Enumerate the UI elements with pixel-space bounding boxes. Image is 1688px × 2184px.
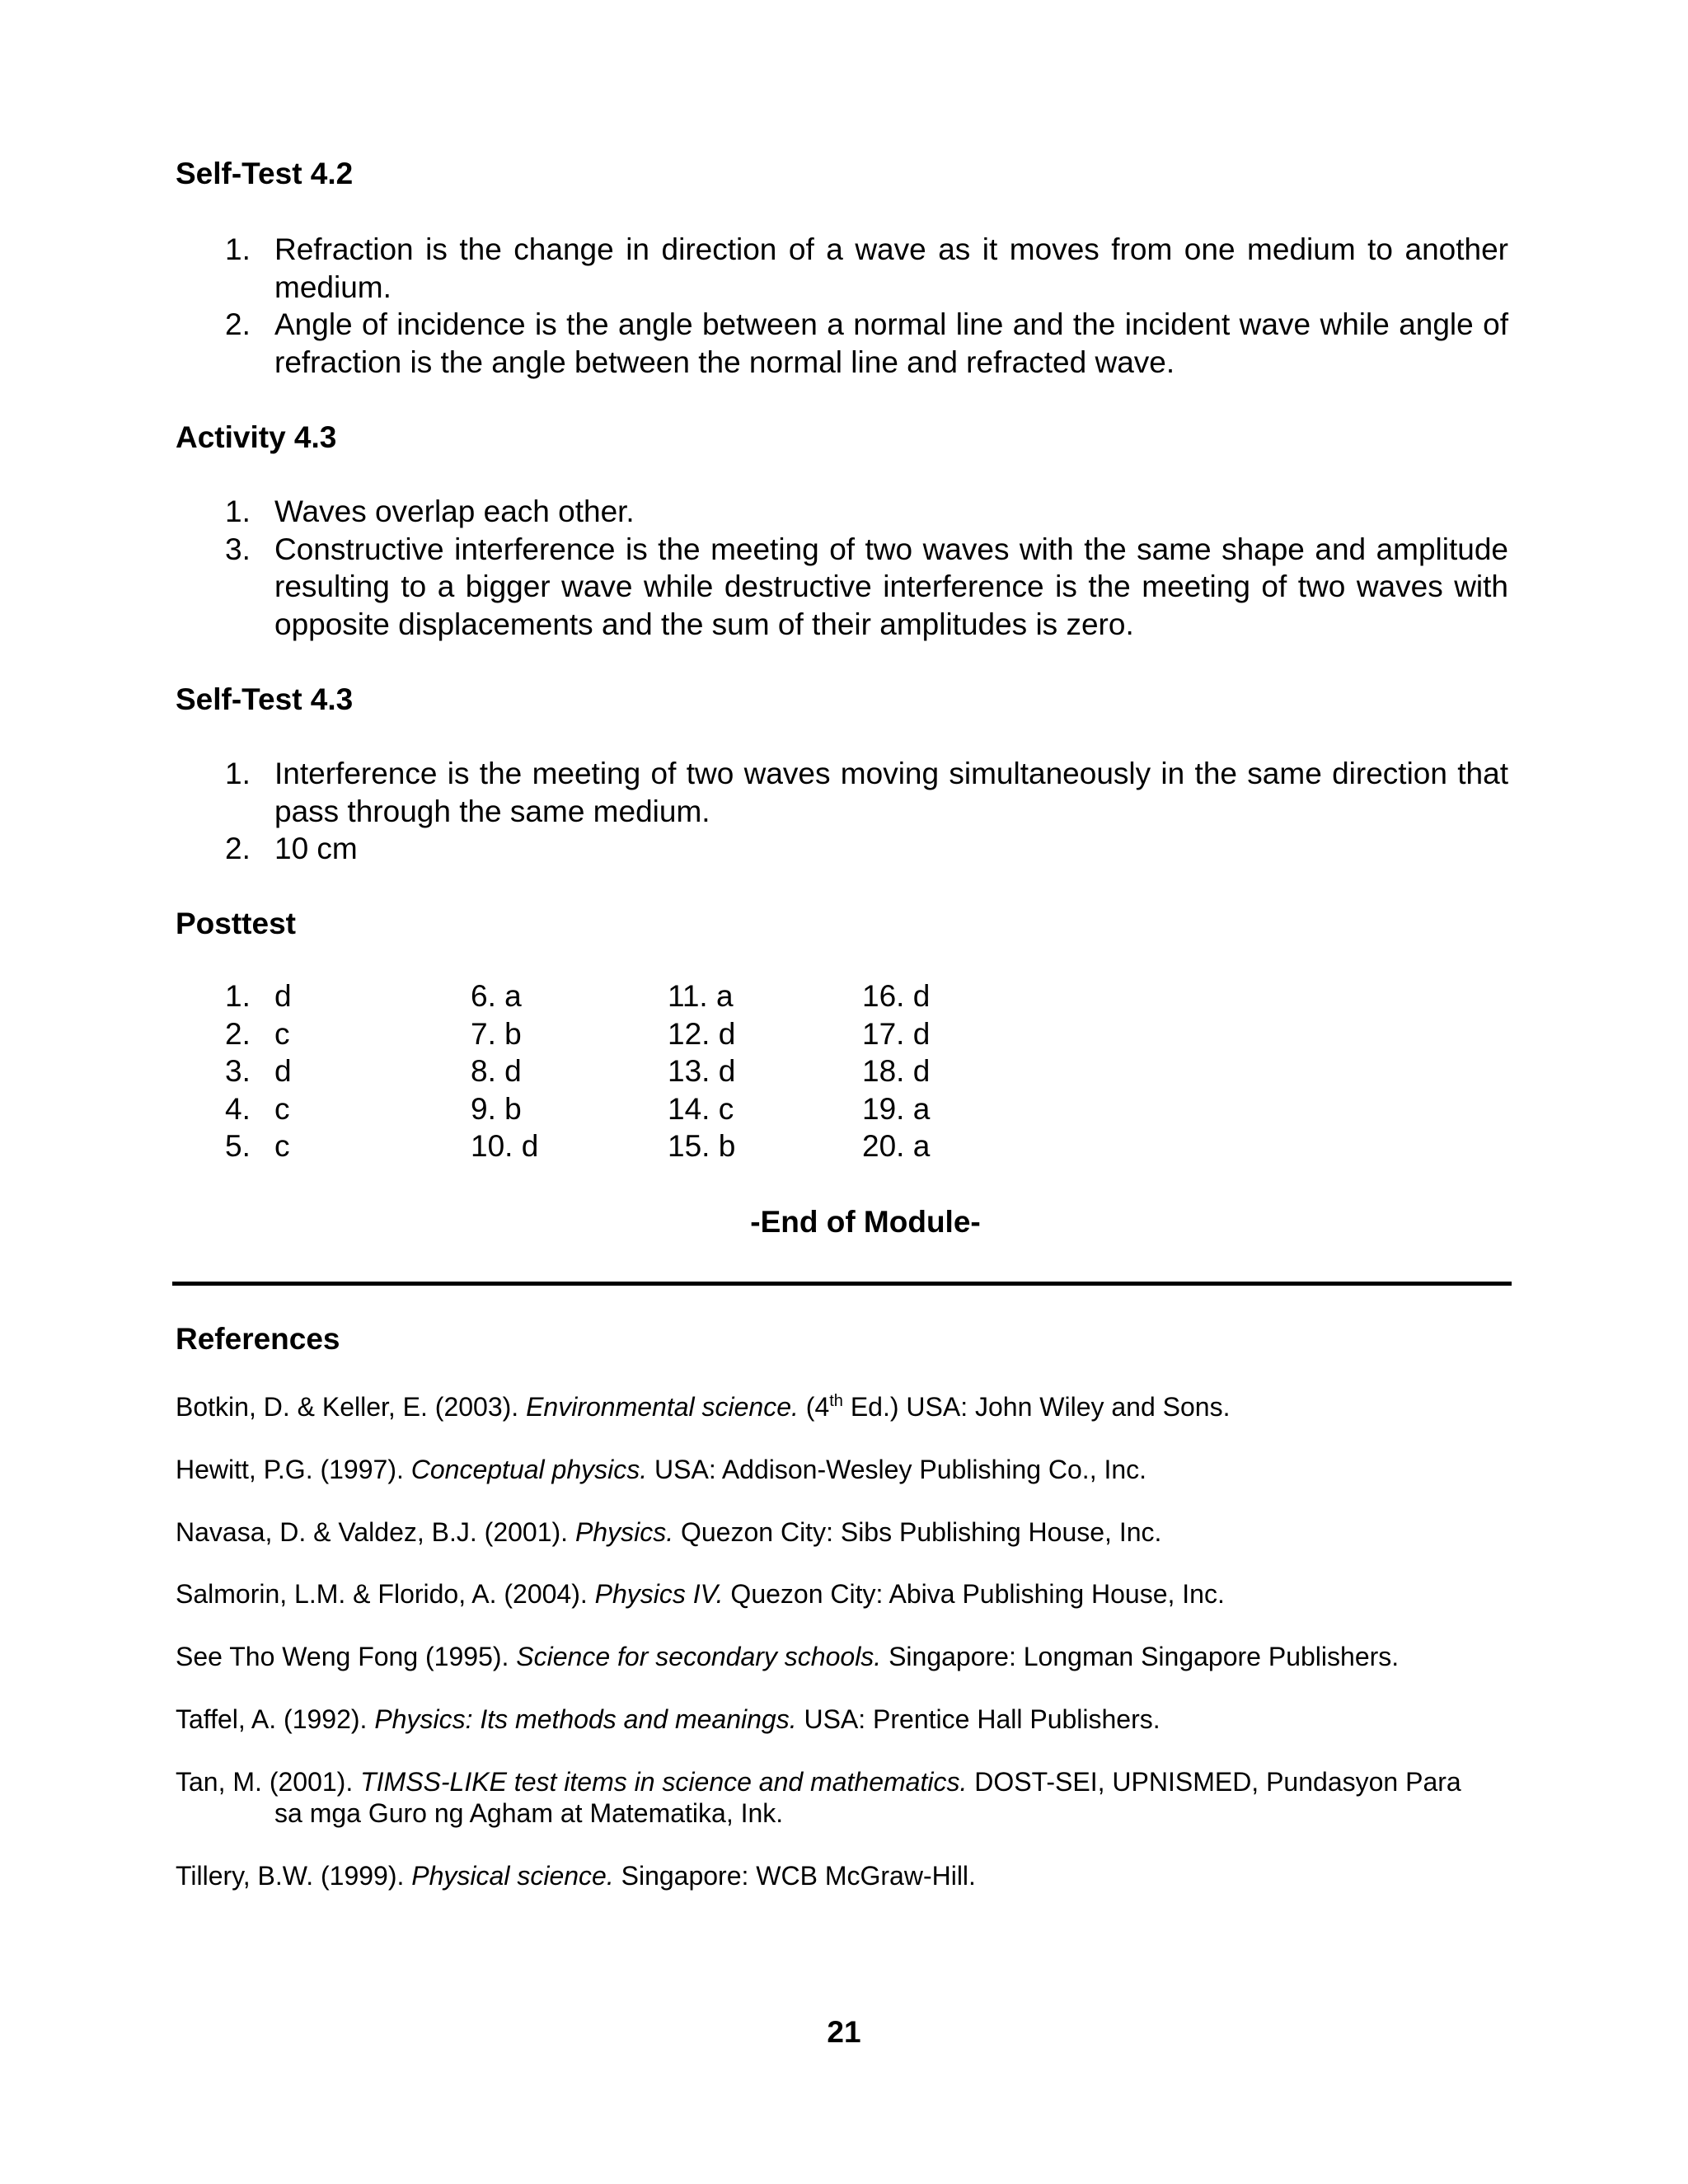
selftest-4-2-heading: Self-Test 4.2: [176, 157, 354, 190]
reference-entry: Tillery, B.W. (1999). Physical science. Singapore: WCB McGraw-Hill.: [176, 1861, 976, 1891]
posttest-column: [668, 977, 832, 1165]
posttest-answer: 6. a: [471, 979, 522, 1013]
item-text: Angle of incidence is the angle between a normal line and the incident wave while angle of refraction is the angle between the normal line and refracted wave.: [274, 307, 1508, 379]
item-number: 3.: [225, 532, 251, 566]
posttest-answer: 17. d: [862, 1016, 931, 1051]
item-number: 2.: [225, 307, 251, 341]
section-divider: [172, 1282, 1512, 1286]
selftest-4-2-list: [176, 231, 1508, 381]
posttest-answer: 3. d: [225, 1054, 292, 1088]
item-text: 10 cm: [274, 832, 358, 865]
posttest-answer: 16. d: [862, 979, 931, 1013]
posttest-answer: 1. d: [225, 979, 292, 1013]
reference-entry: Taffel, A. (1992). Physics: Its methods and meanings. USA: Prentice Hall Publishers.: [176, 1704, 1160, 1734]
reference-entry: Hewitt, P.G. (1997). Conceptual physics. USA: Addison-Wesley Publishing Co., Inc.: [176, 1455, 1147, 1484]
posttest-answer: 19. a: [862, 1091, 931, 1126]
list-item: [176, 493, 1508, 531]
item-text: Waves overlap each other.: [274, 494, 635, 528]
item-number: 1.: [225, 757, 251, 790]
selftest-4-3-heading: Self-Test 4.3: [176, 682, 354, 716]
posttest-answer: 2. c: [225, 1016, 290, 1051]
posttest-answer: 10. d: [471, 1129, 539, 1163]
posttest-answer: 8. d: [471, 1054, 522, 1088]
item-number: 1.: [225, 232, 251, 266]
list-item: [176, 531, 1508, 644]
posttest-column: [471, 977, 635, 1165]
list-item: [176, 231, 1508, 306]
activity-4-3-heading: Activity 4.3: [176, 420, 337, 454]
posttest-column: [225, 977, 390, 1165]
posttest-answer: 12. d: [668, 1016, 736, 1051]
selftest-4-3-list: [176, 755, 1508, 868]
posttest-answer: 9. b: [471, 1091, 522, 1126]
posttest-answer: 13. d: [668, 1054, 736, 1088]
posttest-heading: Posttest: [176, 907, 296, 940]
posttest-answer: 14. c: [668, 1091, 734, 1126]
end-of-module-label: -End of Module-: [750, 1205, 981, 1239]
list-item: [176, 830, 1508, 868]
page-number: 21: [827, 2015, 861, 2049]
posttest-answer: 7. b: [471, 1016, 522, 1051]
posttest-answer: 11. a: [668, 979, 734, 1013]
item-text: Constructive interference is the meeting of two waves with the same shape and amplitude resulting to a bigger wave while destructive interference is the meeting of two waves with opposite displacements and the sum of their amplitudes is zero.: [274, 532, 1508, 641]
posttest-answer: 15. b: [668, 1129, 736, 1163]
activity-4-3-list: [176, 493, 1508, 643]
posttest-answer: 5. c: [225, 1129, 290, 1163]
posttest-answer: 20. a: [862, 1129, 931, 1163]
reference-entry: See Tho Weng Fong (1995). Science for secondary schools. Singapore: Longman Singapore Publishers.: [176, 1642, 1400, 1671]
posttest-answer: 18. d: [862, 1054, 931, 1088]
references-heading: References: [176, 1322, 340, 1356]
posttest-answer: 4. c: [225, 1091, 290, 1126]
reference-entry: Botkin, D. & Keller, E. (2003). Environmental science. (4th Ed.) USA: John Wiley and Sons.: [176, 1392, 1231, 1422]
item-number: 2.: [225, 832, 251, 865]
posttest-column: [862, 977, 1027, 1165]
reference-entry: Tan, M. (2001). TIMSS-LIKE test items in science and mathematics. DOST-SEI, UPNISMED, Pundasyon Para sa mga Guro ng Agham at Matematika, Ink.: [176, 1767, 1461, 1828]
list-item: [176, 306, 1508, 381]
item-text: Interference is the meeting of two waves moving simultaneously in the same direction that pass through the same medium.: [274, 757, 1508, 828]
item-number: 1.: [225, 494, 251, 528]
list-item: [176, 755, 1508, 830]
item-text: Refraction is the change in direction of a wave as it moves from one medium to another medium.: [274, 232, 1508, 304]
reference-entry: Salmorin, L.M. & Florido, A. (2004). Physics IV. Quezon City: Abiva Publishing House, Inc.: [176, 1579, 1225, 1609]
reference-entry: Navasa, D. & Valdez, B.J. (2001). Physics. Quezon City: Sibs Publishing House, Inc.: [176, 1517, 1162, 1547]
